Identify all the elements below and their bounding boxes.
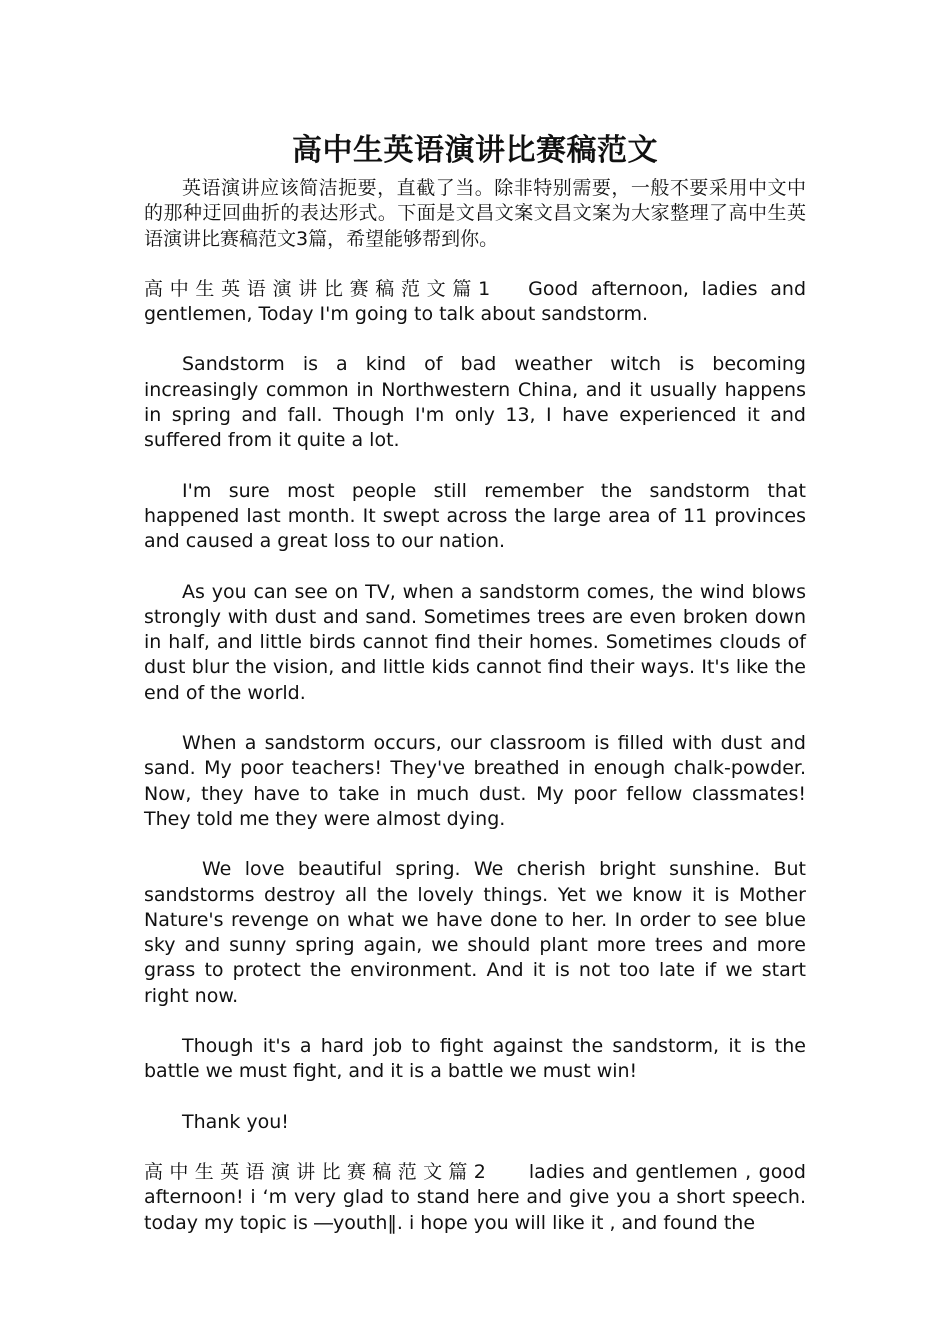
- paragraph-gap: [144, 454, 806, 479]
- speech2-opening-paragraph: [144, 1160, 806, 1236]
- document-title: 高中生英语演讲比赛稿范文: [292, 133, 658, 168]
- speech2-heading: 高中生英语演讲比赛稿范文篇2: [144, 1160, 491, 1183]
- speech1-closing: Thank you!: [182, 1110, 289, 1133]
- intro-paragraph: 英语演讲应该简洁扼要，直截了当。除非特别需要，一般不要采用中文中的那种迂回曲折的表达形式。下面是文昌文案文昌文案为大家整理了高中生英语演讲比赛稿范文3篇，希望能够帮到你。: [144, 177, 806, 250]
- speech1-paragraph: We love beautiful spring. We cherish bright sunshine. But sandstorms destroy all the lovely things. Yet we know it is Mother Nature's revenge on what we have done to her. In order to see blue sky and sunny spring again, we should plant more trees and more grass to protect the environment. And it is not too late if we start right now.: [144, 858, 806, 1007]
- paragraph-gap: [144, 327, 806, 352]
- paragraph-gap: [144, 252, 806, 277]
- speech1-paragraph: Sandstorm is a kind of bad weather witch is becoming increasingly common in Northwestern China, and it usually happens in spring and fall. Though I'm only 13, I have experienced it and suffered from it quite a lot.: [144, 353, 806, 452]
- speech2-opening: ladies and gentlemen , good afternoon! i ‘m very glad to stand here and give you a short speech. today my topic is ―youth‖. i hope you will like it , and found the: [144, 1160, 806, 1234]
- speech1-paragraph: As you can see on TV, when a sandstorm comes, the wind blows strongly with dust and sand. Sometimes trees are even broken down in half, and little birds cannot find their homes. Sometimes clouds of dust blur the vision, and little kids cannot find their ways. It's like the end of the world.: [144, 580, 806, 704]
- speech1-heading: 高中生英语演讲比赛稿范文篇1: [144, 277, 491, 300]
- speech1-paragraph: When a sandstorm occurs, our classroom is filled with dust and sand. My poor teachers! They've breathed in enough chalk-powder. Now, they have to take in much dust. My poor fellow classmates! They told me they were almost dying.: [144, 732, 806, 830]
- paragraph-gap: [144, 555, 806, 580]
- document-page: [144, 128, 806, 1236]
- paragraph-gap: [144, 1135, 806, 1160]
- paragraph-gap: [144, 1009, 806, 1034]
- paragraph-gap: [144, 1085, 806, 1110]
- speech1-opening: Good afternoon, ladies and gentlemen, Today I'm going to talk about sandstorm.: [144, 277, 807, 326]
- speech1-opening-paragraph: [144, 277, 806, 328]
- paragraph-gap: [144, 832, 806, 857]
- paragraph-gap: [144, 706, 806, 731]
- speech1-paragraph: Though it's a hard job to fight against the sandstorm, it is the battle we must fight, and it is a battle we must win!: [144, 1035, 806, 1083]
- speech1-paragraph: I'm sure most people still remember the sandstorm that happened last month. It swept across the large area of 11 provinces and caused a great loss to our nation.: [144, 479, 806, 553]
